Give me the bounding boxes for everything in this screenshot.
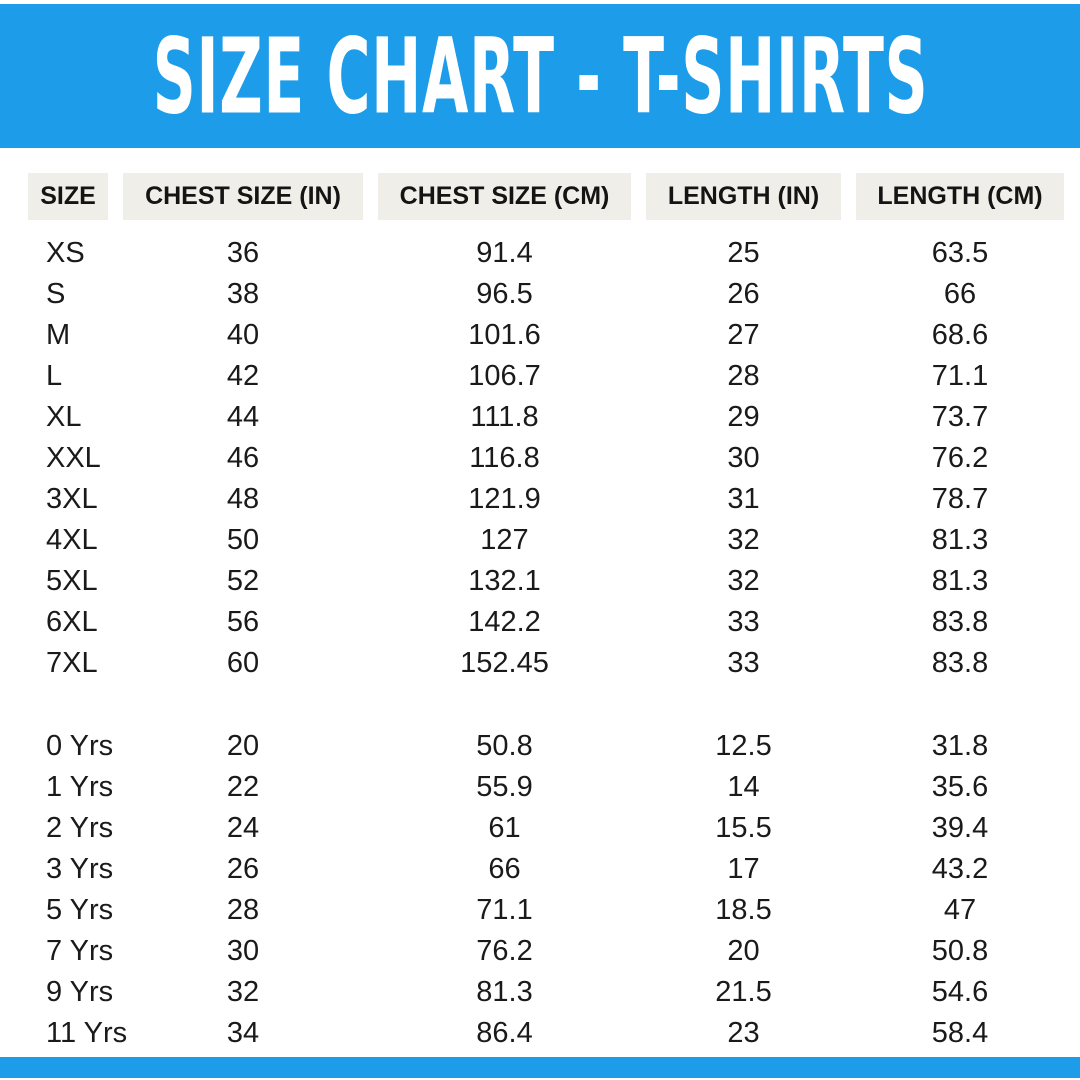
value-cell: 24: [226, 812, 260, 844]
value-cell: 66: [488, 853, 521, 885]
value-cell: 50.8: [476, 730, 533, 762]
value-cell: 83.8: [931, 647, 989, 679]
value-cell: 27: [727, 319, 760, 351]
size-cell: XXL: [46, 442, 101, 474]
size-cell: M: [46, 319, 71, 351]
value-cell: 81.3: [476, 976, 533, 1008]
value-cell: 38: [226, 278, 260, 310]
table-row: [0, 315, 1080, 356]
value-cell: 152.45: [460, 647, 549, 679]
value-cell: 15.5: [715, 812, 772, 844]
value-cell: 32: [727, 565, 760, 597]
value-cell: 31: [727, 483, 760, 515]
size-cell: 2 Yrs: [46, 812, 114, 844]
size-cell: L: [46, 360, 63, 392]
column-header-length-in: LENGTH (IN): [646, 173, 841, 220]
value-cell: 29: [727, 401, 760, 433]
value-cell: 23: [727, 1017, 760, 1049]
size-cell: 7XL: [46, 647, 98, 679]
value-cell: 54.6: [931, 976, 989, 1008]
value-cell: 33: [727, 606, 760, 638]
value-cell: 63.5: [931, 237, 989, 269]
value-cell: 50: [226, 524, 260, 556]
value-cell: 142.2: [468, 606, 541, 638]
table-row: [0, 602, 1080, 643]
size-cell: 9 Yrs: [46, 976, 114, 1008]
value-cell: 33: [727, 647, 760, 679]
value-cell: 73.7: [931, 401, 989, 433]
table-row: [0, 808, 1080, 849]
size-cell: 5 Yrs: [46, 894, 114, 926]
size-cell: 1 Yrs: [46, 771, 114, 803]
column-header-length-cm: LENGTH (CM): [856, 173, 1064, 220]
size-cell: 4XL: [46, 524, 98, 556]
value-cell: 44: [226, 401, 260, 433]
value-cell: 111.8: [470, 401, 539, 433]
value-cell: 46: [226, 442, 260, 474]
value-cell: 91.4: [476, 237, 533, 269]
column-header-size: SIZE: [28, 173, 108, 220]
table-row: [0, 972, 1080, 1013]
value-cell: 76.2: [931, 442, 989, 474]
table-row: [0, 767, 1080, 808]
value-cell: 61: [488, 812, 521, 844]
value-cell: 86.4: [476, 1017, 533, 1049]
value-cell: 52: [226, 565, 260, 597]
table-row: [0, 233, 1080, 274]
size-cell: 11 Yrs: [46, 1017, 128, 1049]
value-cell: 71.1: [476, 894, 533, 926]
footer-bar: [0, 1057, 1080, 1078]
value-cell: 20: [727, 935, 760, 967]
value-cell: 26: [727, 278, 760, 310]
value-cell: 132.1: [468, 565, 541, 597]
value-cell: 40: [226, 319, 260, 351]
title-banner: [0, 4, 1080, 148]
value-cell: 22: [226, 771, 260, 803]
size-cell: 3 Yrs: [46, 853, 114, 885]
value-cell: 68.6: [931, 319, 989, 351]
value-cell: 36: [226, 237, 260, 269]
value-cell: 50.8: [931, 935, 989, 967]
size-cell: 7 Yrs: [46, 935, 114, 967]
value-cell: 78.7: [931, 483, 989, 515]
table-row: [0, 397, 1080, 438]
table-row: [0, 931, 1080, 972]
value-cell: 35.6: [931, 771, 989, 803]
value-cell: 58.4: [931, 1017, 989, 1049]
value-cell: 81.3: [931, 565, 989, 597]
value-cell: 83.8: [931, 606, 989, 638]
value-cell: 76.2: [476, 935, 533, 967]
value-cell: 48: [226, 483, 260, 515]
value-cell: 30: [727, 442, 760, 474]
value-cell: 101.6: [468, 319, 541, 351]
page-title: SIZE CHART - T-SHIRTS: [152, 15, 928, 137]
value-cell: 71.1: [931, 360, 989, 392]
value-cell: 96.5: [476, 278, 533, 310]
value-cell: 28: [226, 894, 260, 926]
table-row: [0, 520, 1080, 561]
value-cell: 14: [727, 771, 760, 803]
table-row: [0, 561, 1080, 602]
value-cell: 32: [226, 976, 260, 1008]
value-cell: 28: [727, 360, 760, 392]
table-row: [0, 274, 1080, 315]
value-cell: 121.9: [468, 483, 541, 515]
value-cell: 55.9: [476, 771, 533, 803]
size-cell: 0 Yrs: [46, 730, 114, 762]
value-cell: 81.3: [931, 524, 989, 556]
value-cell: 31.8: [931, 730, 989, 762]
size-cell: S: [46, 278, 66, 310]
kids-size-rows: [0, 726, 1080, 1054]
value-cell: 32: [727, 524, 760, 556]
value-cell: 66: [943, 278, 977, 310]
column-header-chest-cm: CHEST SIZE (CM): [378, 173, 631, 220]
table-header-row: [0, 173, 1080, 220]
table-row: [0, 890, 1080, 931]
value-cell: 43.2: [931, 853, 989, 885]
column-header-chest-in: CHEST SIZE (IN): [123, 173, 363, 220]
value-cell: 17: [727, 853, 760, 885]
value-cell: 30: [226, 935, 260, 967]
size-cell: 6XL: [46, 606, 98, 638]
size-cell: 5XL: [46, 565, 98, 597]
section-spacer: [0, 684, 1080, 726]
value-cell: 12.5: [715, 730, 772, 762]
value-cell: 34: [226, 1017, 260, 1049]
table-row: [0, 1013, 1080, 1054]
value-cell: 47: [943, 894, 977, 926]
value-cell: 26: [226, 853, 260, 885]
size-cell: 3XL: [46, 483, 98, 515]
value-cell: 21.5: [715, 976, 772, 1008]
value-cell: 39.4: [931, 812, 989, 844]
table-row: [0, 438, 1080, 479]
value-cell: 60: [226, 647, 260, 679]
value-cell: 116.8: [469, 442, 540, 474]
table-row: [0, 643, 1080, 684]
adult-size-rows: [0, 233, 1080, 684]
value-cell: 42: [226, 360, 260, 392]
value-cell: 127: [480, 524, 529, 556]
value-cell: 25: [727, 237, 760, 269]
size-table: [0, 173, 1080, 1054]
value-cell: 20: [226, 730, 260, 762]
size-cell: XL: [46, 401, 82, 433]
value-cell: 18.5: [715, 894, 772, 926]
value-cell: 56: [226, 606, 260, 638]
table-row: [0, 356, 1080, 397]
value-cell: 106.7: [468, 360, 541, 392]
table-row: [0, 479, 1080, 520]
table-row: [0, 726, 1080, 767]
size-cell: XS: [46, 237, 85, 269]
table-row: [0, 849, 1080, 890]
